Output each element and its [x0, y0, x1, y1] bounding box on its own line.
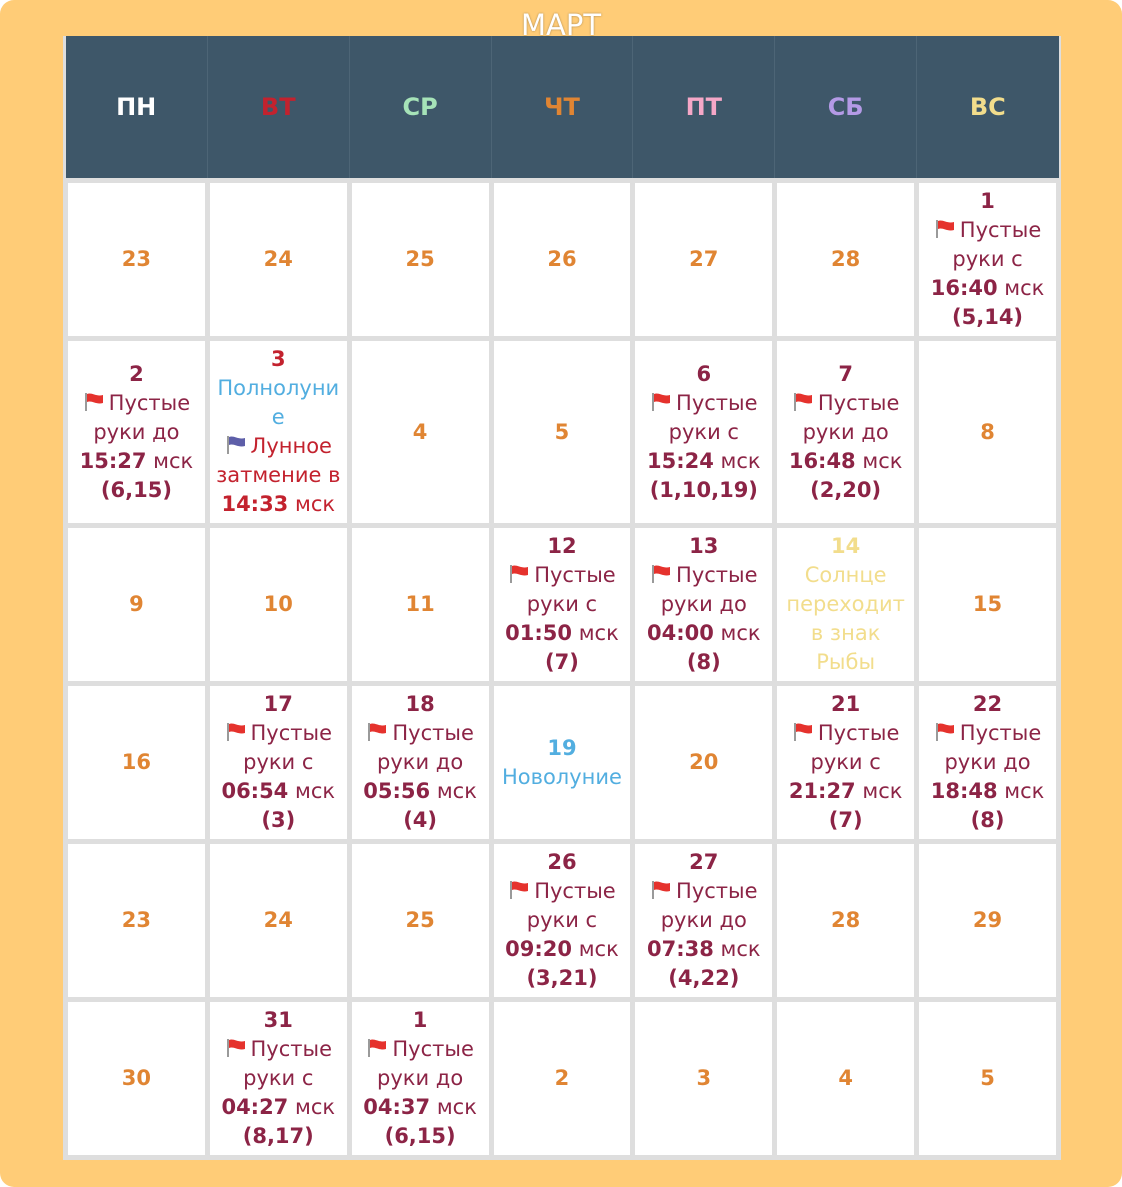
day-number: 2	[129, 361, 144, 386]
event-text: Пустые руки до	[802, 390, 900, 444]
event-time: 05:56	[363, 779, 431, 803]
event-count: (8)	[970, 808, 1005, 832]
day-number: 27	[689, 247, 719, 271]
month-title: МАРТ	[520, 8, 602, 42]
day-cell	[207, 181, 349, 339]
day-event	[779, 389, 912, 505]
day-number: 4	[412, 419, 428, 444]
weekday-header: ПТ	[633, 36, 775, 181]
day-event	[212, 719, 345, 835]
weekday-header: СР	[349, 36, 491, 181]
weekday-header: ВТ	[207, 36, 349, 181]
event-count: (7)	[828, 808, 863, 832]
event-count: (5,14)	[952, 305, 1024, 329]
day-event	[496, 763, 629, 792]
day-number: 9	[129, 592, 144, 616]
day-cell	[207, 339, 349, 526]
day-number: 21	[831, 692, 861, 716]
event-time: 18:48	[930, 779, 998, 803]
event-count: (2,20)	[810, 477, 882, 502]
day-number: 10	[263, 592, 293, 616]
day-cell	[66, 339, 208, 526]
week-row	[66, 339, 1059, 526]
day-number: 15	[972, 592, 1003, 616]
event-text: Пустые руки до	[660, 563, 758, 616]
event-count: (4,22)	[668, 966, 740, 990]
day-cell	[207, 684, 349, 842]
event-count: (6,15)	[100, 477, 172, 502]
day-number: 23	[121, 247, 152, 271]
day-number: 30	[121, 1066, 152, 1090]
event-tz: мск	[862, 448, 903, 473]
event-time: 16:48	[788, 448, 856, 473]
day-number: 11	[405, 592, 435, 616]
week-row	[66, 842, 1059, 1000]
day-cell	[633, 526, 775, 684]
week-row	[66, 526, 1059, 684]
red-flag-icon	[366, 722, 388, 742]
event-count: (3)	[261, 808, 296, 832]
event-tz: мск	[720, 448, 761, 473]
event-count: (7)	[545, 650, 579, 674]
day-number: 7	[838, 361, 853, 386]
day-number: 16	[121, 750, 152, 774]
event-text: Пустые руки до	[377, 721, 474, 774]
event-time: 09:20	[505, 937, 572, 961]
event-text: Солнце переходит в знак Рыбы	[786, 563, 905, 674]
day-cell	[775, 684, 917, 842]
day-cell	[633, 181, 775, 339]
day-number: 27	[689, 850, 719, 874]
day-number: 25	[405, 908, 435, 932]
day-event	[354, 1035, 487, 1151]
day-number: 12	[547, 534, 577, 558]
weekday-header: ПН	[66, 36, 208, 181]
day-event	[637, 877, 770, 993]
day-cell	[491, 339, 633, 526]
day-number: 14	[831, 534, 861, 558]
day-cell	[66, 684, 208, 842]
red-flag-icon	[366, 1038, 388, 1058]
day-number: 31	[263, 1008, 293, 1032]
event-tz: мск	[295, 1095, 336, 1119]
day-cell	[207, 1000, 349, 1158]
event-tz: мск	[720, 621, 761, 645]
event-count: (8)	[686, 650, 721, 674]
event-tz: мск	[578, 937, 619, 961]
event-count: (3,21)	[526, 966, 598, 990]
event-time: 04:27	[221, 1095, 289, 1119]
day-event	[212, 374, 345, 432]
day-number: 3	[696, 1066, 712, 1090]
day-cell	[66, 181, 208, 339]
day-cell	[917, 842, 1059, 1000]
day-number: 13	[689, 534, 719, 558]
day-cell	[66, 526, 208, 684]
week-row	[66, 684, 1059, 842]
event-time: 14:33	[221, 492, 289, 516]
event-text: Пустые руки с	[526, 879, 616, 932]
day-number: 8	[980, 419, 995, 444]
day-cell	[633, 339, 775, 526]
red-flag-icon	[83, 392, 105, 412]
day-number: 28	[831, 908, 861, 932]
event-time: 15:27	[79, 448, 147, 473]
day-event	[921, 216, 1054, 332]
event-time: 21:27	[788, 779, 856, 803]
day-number: 29	[972, 908, 1003, 932]
calendar-body	[66, 181, 1059, 1158]
event-text: Пустые руки с	[526, 563, 616, 616]
event-time: 16:40	[930, 276, 998, 300]
day-cell	[917, 339, 1059, 526]
day-cell	[917, 181, 1059, 339]
day-cell	[349, 684, 491, 842]
day-cell	[775, 181, 917, 339]
day-number: 1	[412, 1008, 428, 1032]
event-text: Пустые руки до	[944, 721, 1042, 774]
event-time: 04:00	[646, 621, 714, 645]
day-cell	[775, 842, 917, 1000]
week-row	[66, 1000, 1059, 1158]
day-number: 17	[263, 692, 293, 716]
red-flag-icon	[225, 1038, 247, 1058]
event-text: Пустые руки с	[243, 1037, 333, 1090]
red-flag-icon	[225, 722, 247, 742]
red-flag-icon	[650, 564, 672, 584]
day-event	[637, 389, 770, 505]
day-cell	[491, 526, 633, 684]
event-tz: мск	[295, 779, 336, 803]
calendar	[63, 36, 1061, 1160]
event-tz: мск	[1004, 779, 1045, 803]
event-tz: мск	[153, 448, 194, 473]
day-event	[354, 719, 487, 835]
event-tz: мск	[1004, 276, 1045, 300]
day-cell	[349, 181, 491, 339]
event-tz: мск	[295, 492, 336, 516]
day-number: 4	[838, 1066, 853, 1090]
red-flag-icon	[934, 219, 956, 239]
event-tz: мск	[578, 621, 619, 645]
red-flag-icon	[792, 722, 814, 742]
day-cell	[491, 1000, 633, 1158]
weekday-header: СБ	[775, 36, 917, 181]
event-text: Новолуние	[501, 764, 622, 789]
day-number: 26	[547, 247, 577, 271]
day-number: 2	[554, 1066, 570, 1090]
event-tz: мск	[862, 779, 903, 803]
weekday-header: ВС	[917, 36, 1059, 181]
day-cell	[917, 684, 1059, 842]
day-number: 25	[405, 247, 435, 271]
day-cell	[349, 526, 491, 684]
weekday-header: ЧТ	[491, 36, 633, 181]
day-cell	[491, 181, 633, 339]
weekday-header-row	[66, 36, 1059, 181]
day-cell	[775, 1000, 917, 1158]
red-flag-icon	[650, 880, 672, 900]
event-text: Пустые руки с	[810, 721, 900, 774]
day-event	[921, 719, 1054, 835]
day-cell	[207, 842, 349, 1000]
event-count: (4)	[403, 808, 438, 832]
day-cell	[917, 1000, 1059, 1158]
day-number: 23	[121, 908, 152, 932]
event-text: Пустые руки с	[668, 390, 758, 444]
day-event	[212, 1035, 345, 1151]
day-number: 5	[980, 1066, 995, 1090]
day-cell	[349, 1000, 491, 1158]
red-flag-icon	[508, 564, 530, 584]
day-cell	[349, 842, 491, 1000]
day-number: 1	[980, 189, 995, 213]
event-count: (1,10,19)	[649, 477, 758, 502]
day-number: 24	[263, 908, 293, 932]
day-cell	[491, 684, 633, 842]
event-time: 06:54	[221, 779, 289, 803]
red-flag-icon	[934, 722, 956, 742]
day-number: 3	[270, 347, 286, 371]
event-text: Пустые руки до	[93, 390, 191, 444]
week-row	[66, 181, 1059, 339]
day-cell	[633, 684, 775, 842]
day-cell	[207, 526, 349, 684]
event-tz: мск	[436, 1095, 477, 1119]
day-cell	[66, 842, 208, 1000]
day-cell	[633, 842, 775, 1000]
event-text: Пустые руки с	[243, 721, 333, 774]
day-cell	[349, 339, 491, 526]
day-event	[779, 561, 912, 677]
day-cell	[491, 842, 633, 1000]
day-number: 18	[405, 692, 435, 716]
day-cell	[917, 526, 1059, 684]
red-flag-icon	[650, 392, 672, 412]
day-number: 22	[972, 692, 1003, 716]
day-cell	[775, 339, 917, 526]
event-time: 01:50	[505, 621, 572, 645]
event-text: Лунное затмение в	[216, 434, 341, 487]
day-number: 28	[831, 247, 861, 271]
event-time: 04:37	[363, 1095, 431, 1119]
day-event	[496, 877, 629, 993]
day-event	[70, 389, 203, 505]
calendar-table	[63, 36, 1061, 1160]
day-cell	[775, 526, 917, 684]
day-number: 26	[547, 850, 577, 874]
day-cell	[66, 1000, 208, 1158]
day-event	[496, 561, 629, 677]
event-tz: мск	[720, 937, 761, 961]
day-number: 19	[547, 735, 577, 760]
day-number: 5	[554, 419, 570, 444]
day-event	[212, 432, 345, 519]
red-flag-icon	[792, 392, 814, 412]
event-time: 15:24	[646, 448, 714, 473]
event-text: Пустые руки до	[377, 1037, 474, 1090]
red-flag-icon	[508, 880, 530, 900]
event-time: 07:38	[646, 937, 714, 961]
event-count: (6,15)	[384, 1124, 456, 1148]
event-tz: мск	[436, 779, 477, 803]
event-text: Полнолуни е	[217, 376, 340, 429]
day-number: 20	[689, 750, 719, 774]
event-count: (8,17)	[242, 1124, 314, 1148]
day-cell	[633, 1000, 775, 1158]
day-event	[637, 561, 770, 677]
day-number: 6	[696, 361, 712, 386]
day-event	[779, 719, 912, 835]
event-text: Пустые руки до	[660, 879, 758, 932]
blue-flag-icon	[225, 435, 247, 455]
day-number: 24	[263, 247, 293, 271]
event-text: Пустые руки с	[952, 218, 1042, 271]
